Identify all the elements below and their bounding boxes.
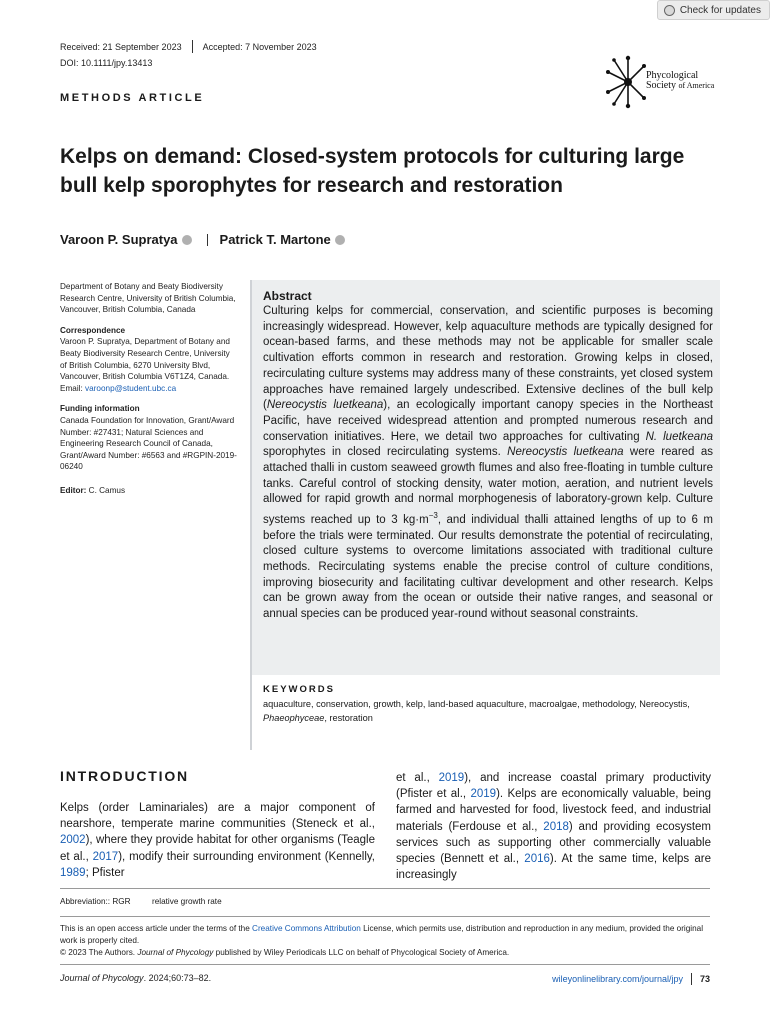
journal-url-link[interactable]: wileyonlinelibrary.com/journal/jpy bbox=[552, 974, 683, 984]
body-text: ). Kelps are economically valuable, being farmed and harvested for food, livestock feed, and industrial materials (Ferdouse et al., bbox=[396, 788, 711, 833]
species-name: N. luetkeana bbox=[645, 430, 713, 443]
divider bbox=[60, 888, 710, 889]
orcid-icon[interactable] bbox=[182, 235, 192, 245]
check-for-updates-label: Check for updates bbox=[679, 4, 761, 16]
divider bbox=[691, 973, 692, 985]
journal-volume: . 2024;60:73–82. bbox=[143, 973, 212, 983]
abstract-segment: sporophytes in closed recirculating systems. bbox=[263, 446, 508, 459]
email-link[interactable]: varoonp@student.ubc.ca bbox=[85, 383, 177, 393]
citation-link[interactable]: 2018 bbox=[543, 820, 569, 833]
license-text: License, which permits use, distribution and reproduction in any medium, provided the original work is properly cited. bbox=[60, 924, 704, 945]
abstract-text bbox=[263, 304, 713, 623]
authors bbox=[60, 232, 348, 247]
logo-line-2: Society bbox=[646, 80, 676, 91]
abbreviation-value: relative growth rate bbox=[152, 897, 222, 906]
copyright-text: published by Wiley Periodicals LLC on behalf of Phycological Society of America. bbox=[213, 948, 510, 957]
accepted-date: Accepted: 7 November 2023 bbox=[202, 41, 317, 52]
body-text: ), modify their surrounding environment (Kennelly, bbox=[118, 850, 376, 863]
copyright-text: © 2023 The Authors. bbox=[60, 948, 138, 957]
abbreviation bbox=[60, 897, 222, 906]
abstract-segment: ), an ecologically important canopy species in the Northeast Pacific, have received widespread attention and prompted numerous research and conservation initiatives. Here, we detail two approaches for cultivating bbox=[263, 399, 713, 443]
email-label: Email: bbox=[60, 383, 83, 393]
divider bbox=[60, 916, 710, 917]
keywords-text bbox=[263, 697, 713, 725]
correspondence-heading: Correspondence bbox=[60, 325, 126, 335]
keywords-heading: KEYWORDS bbox=[263, 684, 335, 695]
body-text: ), where they provide habitat for other organisms (Teagle et al., bbox=[60, 834, 375, 863]
article-title: Kelps on demand: Closed-system protocols for culturing large bull kelp sporophytes for research and restoration bbox=[60, 145, 685, 197]
abstract-segment: Culturing kelps for commercial, conservation, and scientific purposes is becoming increasingly widespread. However, kelp aquaculture methods are typically designed for ocean-based farms, and these methods may not be applicable for smaller scale cultivation efforts common in research and restoration. Growing kelps in closed, recirculating culture systems may address many of these constraints, yet closed system approaches have remained largely undescribed. Extensive declines of the bull kelp ( bbox=[263, 305, 713, 412]
footer-right bbox=[552, 973, 710, 985]
editor-label: Editor: bbox=[60, 485, 87, 495]
citation-link[interactable]: 2017 bbox=[92, 850, 119, 863]
doi: DOI: 10.1111/jpy.13413 bbox=[60, 58, 153, 68]
article-type: METHODS ARTICLE bbox=[60, 92, 205, 104]
section-heading-introduction: INTRODUCTION bbox=[60, 768, 189, 784]
received-date: Received: 21 September 2023 bbox=[60, 41, 182, 52]
society-logo-text bbox=[646, 71, 714, 91]
body-text: ) and providing ecosystem services such as supporting other commercially valuable species (Bennett et al., bbox=[396, 820, 712, 866]
logo-line-2-sub: of America bbox=[678, 81, 715, 90]
article-dates bbox=[60, 40, 317, 53]
divider bbox=[192, 40, 193, 53]
funding-heading: Funding information bbox=[60, 404, 140, 414]
check-for-updates-button[interactable] bbox=[657, 0, 770, 20]
citation-link[interactable]: 1989 bbox=[60, 866, 86, 879]
editor-name: C. Camus bbox=[88, 485, 126, 495]
page-number: 73 bbox=[699, 974, 710, 984]
divider bbox=[60, 964, 710, 965]
species-name: Nereocystis luetkeana bbox=[266, 399, 384, 412]
journal-citation bbox=[60, 973, 211, 983]
body-text: ; Pfister bbox=[85, 866, 125, 879]
affiliation: Department of Botany and Beaty Biodiversity Research Centre, University of British Columbia, Vancouver, British Columbia, Canada bbox=[60, 282, 236, 315]
citation-link[interactable]: 2019 bbox=[470, 788, 497, 801]
keywords-list: aquaculture, conservation, growth, kelp, land-based aquaculture, macroalgae, methodology, Nereocystis, bbox=[263, 699, 690, 709]
license-text: This is an open access article under the terms of the bbox=[60, 924, 253, 933]
check-updates-icon bbox=[664, 5, 675, 16]
journal-name: Journal of Phycology bbox=[137, 948, 214, 957]
abstract-heading: Abstract bbox=[263, 289, 312, 303]
journal-name: Journal of Phycology bbox=[60, 973, 144, 983]
abstract-segment: were reared as attached thalli in custom seaweed growth flumes and also free-floating in tumble culture tanks. Careful control of stocking density, water motion, aeration, and nutrient levels allowed for rapid growth and normal morphogenesis of laboratory-grown kelp. Culture systems reached up to 3 kg·m bbox=[263, 446, 713, 526]
intro-column-right bbox=[396, 770, 711, 883]
body-text: Kelps (order Laminariales) are a major component of nearshore, temperate marine communities (Steneck et al., bbox=[60, 802, 375, 831]
citation-link[interactable]: 2019 bbox=[438, 772, 465, 784]
orcid-icon[interactable] bbox=[335, 235, 345, 245]
author-name[interactable]: Varoon P. Supratya bbox=[60, 232, 178, 247]
keyword-italic: Phaeophyceae bbox=[263, 713, 325, 723]
copyright-line bbox=[60, 947, 720, 959]
editor bbox=[60, 485, 238, 497]
article-sidebar bbox=[60, 281, 238, 497]
body-text: ). At the same time, kelps are increasingly bbox=[396, 853, 711, 882]
logo-line-1: Phycological bbox=[646, 70, 699, 81]
abbreviation-label: Abbreviation:: RGR bbox=[60, 897, 131, 906]
citation-link[interactable]: 2016 bbox=[524, 853, 550, 866]
species-name: Nereocystis luetkeana bbox=[507, 446, 624, 459]
correspondence-text: Varoon P. Supratya, Department of Botany and Beaty Biodiversity Research Centre, University of British Columbia, 6270 University Blvd, Vancouver, British Columbia V6T1Z4, Canada. bbox=[60, 337, 230, 382]
license-notice bbox=[60, 923, 720, 959]
body-text: ), and increase coastal primary productivity (Pfister et al., bbox=[396, 772, 711, 801]
superscript: −3 bbox=[428, 511, 438, 521]
funding-text: Canada Foundation for Innovation, Grant/Award Number: #27431; Natural Sciences and Engineering Research Council of Canada, Grant/Award Number: #6563 and #RGPIN-2019-06240 bbox=[60, 415, 237, 472]
citation-link[interactable]: 2002 bbox=[60, 834, 86, 847]
license-line bbox=[60, 923, 720, 947]
body-text: et al., bbox=[396, 772, 439, 784]
keywords-tail: , restoration bbox=[324, 713, 373, 723]
abstract-segment: , and individual thalli attained lengths of up to 6 m before the trials were terminated. Our results demonstrate the potential of recirculating, closed culture systems to overcome limitations associated with traditional culture methods. Recirculating systems enable the precise control of culture conditions, improving biosecurity and facilitating cultivar development and other research. Kelps can be grown away from the ocean or outside their native ranges, and seasonal or annual species can be produced year-round without seasonal constraints. bbox=[263, 513, 713, 621]
correspondence bbox=[60, 336, 238, 394]
author-name[interactable]: Patrick T. Martone bbox=[219, 232, 331, 247]
license-link[interactable]: Creative Commons Attribution bbox=[252, 924, 361, 933]
divider bbox=[207, 234, 208, 246]
intro-column-left bbox=[60, 800, 375, 881]
